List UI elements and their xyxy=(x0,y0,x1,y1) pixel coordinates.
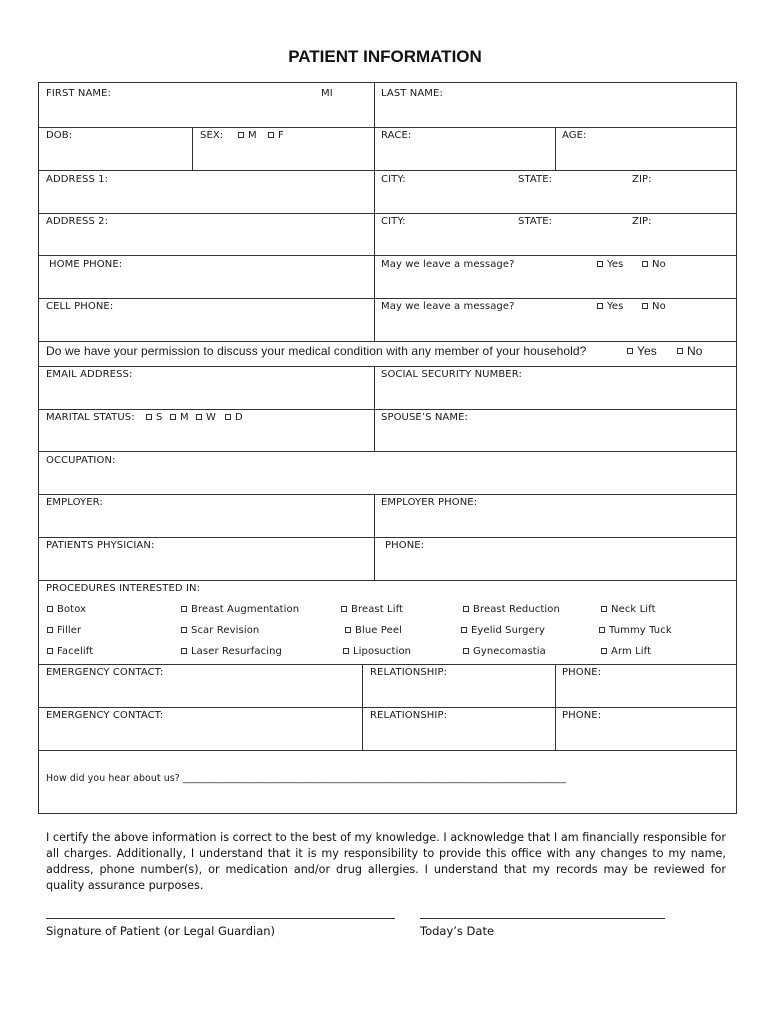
yes-label: Yes xyxy=(637,344,657,358)
address2-field[interactable]: ADDRESS 2: xyxy=(46,216,109,227)
physician-phone-field[interactable]: PHONE: xyxy=(385,540,425,551)
procedure-label: Laser Resurfacing xyxy=(191,646,282,657)
cell-message-label: May we leave a message? xyxy=(381,301,515,312)
sex-f-checkbox[interactable] xyxy=(268,130,284,141)
checkbox-icon xyxy=(341,606,347,612)
emergency-phone-2-field[interactable]: PHONE: xyxy=(562,710,602,721)
procedure-checkbox[interactable] xyxy=(47,625,81,636)
middle-initial-field[interactable]: MI xyxy=(321,88,333,99)
city2-field[interactable]: CITY: xyxy=(381,216,406,227)
row-divider xyxy=(39,580,736,581)
checkbox-icon xyxy=(196,414,202,420)
procedure-checkbox[interactable] xyxy=(181,604,299,615)
certification-text: I certify the above information is correct to the best of my knowledge. I acknowledge that I am financially responsible for all charges. Additionally, I understand that it is my responsibility to provide this office with any changes to my name, address, phone number(s), or medication and/or drug allergies. I understand that my records may be reviewed for quality assurance purposes. xyxy=(46,831,726,892)
relationship-1-field[interactable]: RELATIONSHIP: xyxy=(370,667,448,678)
checkbox-icon xyxy=(47,606,53,612)
permission-no-checkbox[interactable] xyxy=(677,344,703,358)
checkbox-icon xyxy=(47,648,53,654)
marital-d-checkbox[interactable] xyxy=(225,412,243,423)
checkbox-icon xyxy=(225,414,231,420)
relationship-2-field[interactable]: RELATIONSHIP: xyxy=(370,710,448,721)
procedure-checkbox[interactable] xyxy=(601,646,651,657)
signature-line[interactable] xyxy=(46,918,395,919)
dob-field[interactable]: DOB: xyxy=(46,130,73,141)
checkbox-icon xyxy=(463,648,469,654)
checkbox-icon xyxy=(181,627,187,633)
emergency-contact-2-field[interactable]: EMERGENCY CONTACT: xyxy=(46,710,164,721)
procedure-checkbox[interactable] xyxy=(343,646,411,657)
row-divider xyxy=(39,255,736,256)
yes-label: Yes xyxy=(607,301,624,312)
address1-field[interactable]: ADDRESS 1: xyxy=(46,174,109,185)
marital-status-label: MARITAL STATUS: xyxy=(46,412,135,423)
zip1-field[interactable]: ZIP: xyxy=(632,174,652,185)
employer-phone-field[interactable]: EMPLOYER PHONE: xyxy=(381,497,478,508)
procedure-label: Breast Lift xyxy=(351,604,404,615)
sex-m-checkbox[interactable] xyxy=(238,130,257,141)
checkbox-icon xyxy=(642,303,648,309)
row-divider xyxy=(39,537,736,538)
row-divider xyxy=(39,707,736,708)
checkbox-icon xyxy=(627,348,633,354)
date-line[interactable] xyxy=(420,918,665,919)
checkbox-icon xyxy=(642,261,648,267)
no-label: No xyxy=(652,259,666,270)
row-divider xyxy=(39,213,736,214)
physician-field[interactable]: PATIENTS PHYSICIAN: xyxy=(46,540,155,551)
procedure-label: Eyelid Surgery xyxy=(471,625,546,636)
marital-m-checkbox[interactable] xyxy=(170,412,189,423)
procedure-checkbox[interactable] xyxy=(461,625,545,636)
column-divider xyxy=(555,664,556,750)
permission-yes-checkbox[interactable] xyxy=(627,344,657,358)
row-divider xyxy=(39,451,736,452)
ssn-field[interactable]: SOCIAL SECURITY NUMBER: xyxy=(381,369,522,380)
first-name-field[interactable]: FIRST NAME: xyxy=(46,88,112,99)
permission-question: Do we have your permission to discuss your medical condition with any member of your household? xyxy=(46,344,587,358)
employer-field[interactable]: EMPLOYER: xyxy=(46,497,103,508)
checkbox-icon xyxy=(601,648,607,654)
checkbox-icon xyxy=(597,261,603,267)
marital-m-label: M xyxy=(180,412,189,423)
marital-s-label: S xyxy=(156,412,163,423)
procedure-label: Arm Lift xyxy=(611,646,652,657)
checkbox-icon xyxy=(181,648,187,654)
marital-s-checkbox[interactable] xyxy=(146,412,162,423)
procedure-label: Botox xyxy=(57,604,87,615)
age-field[interactable]: AGE: xyxy=(562,130,587,141)
occupation-field[interactable]: OCCUPATION: xyxy=(46,455,116,466)
cell-message-no-checkbox[interactable] xyxy=(642,301,666,312)
procedure-label: Neck Lift xyxy=(611,604,656,615)
checkbox-icon xyxy=(345,627,351,633)
row-divider xyxy=(39,494,736,495)
cell-phone-field[interactable]: CELL PHONE: xyxy=(46,301,114,312)
procedure-label: Filler xyxy=(57,625,82,636)
procedure-label: Liposuction xyxy=(353,646,412,657)
procedure-checkbox[interactable] xyxy=(599,625,672,636)
procedure-label: Scar Revision xyxy=(191,625,260,636)
spouse-name-field[interactable]: SPOUSE’S NAME: xyxy=(381,412,468,423)
sex-m-label: M xyxy=(248,130,257,141)
row-divider xyxy=(39,409,736,410)
procedure-checkbox[interactable] xyxy=(463,604,560,615)
checkbox-icon xyxy=(597,303,603,309)
row-divider xyxy=(39,750,736,751)
marital-w-checkbox[interactable] xyxy=(196,412,216,423)
procedure-checkbox[interactable] xyxy=(47,604,86,615)
checkbox-icon xyxy=(146,414,152,420)
home-phone-field[interactable]: HOME PHONE: xyxy=(49,259,123,270)
column-divider xyxy=(555,127,556,170)
sex-f-label: F xyxy=(278,130,284,141)
cell-message-yes-checkbox[interactable] xyxy=(597,301,623,312)
checkbox-icon xyxy=(238,132,244,138)
zip2-field[interactable]: ZIP: xyxy=(632,216,652,227)
procedure-checkbox[interactable] xyxy=(601,604,656,615)
city1-field[interactable]: CITY: xyxy=(381,174,406,185)
column-divider xyxy=(192,127,193,170)
state2-field[interactable]: STATE: xyxy=(518,216,553,227)
emergency-contact-1-field[interactable]: EMERGENCY CONTACT: xyxy=(46,667,164,678)
procedure-label: Breast Reduction xyxy=(473,604,560,615)
checkbox-icon xyxy=(461,627,467,633)
checkbox-icon xyxy=(343,648,349,654)
marital-w-label: W xyxy=(206,412,216,423)
procedure-checkbox[interactable] xyxy=(341,604,403,615)
procedures-label: PROCEDURES INTERESTED IN: xyxy=(46,583,201,594)
checkbox-icon xyxy=(47,627,53,633)
home-message-label: May we leave a message? xyxy=(381,259,515,270)
state1-field[interactable]: STATE: xyxy=(518,174,553,185)
emergency-phone-1-field[interactable]: PHONE: xyxy=(562,667,602,678)
checkbox-icon xyxy=(170,414,176,420)
last-name-field[interactable]: LAST NAME: xyxy=(381,88,443,99)
email-field[interactable]: EMAIL ADDRESS: xyxy=(46,369,133,380)
row-divider xyxy=(39,341,736,342)
procedure-label: Facelift xyxy=(57,646,94,657)
procedure-checkbox[interactable] xyxy=(463,646,546,657)
row-divider xyxy=(39,127,736,128)
no-label: No xyxy=(687,344,703,358)
procedure-checkbox[interactable] xyxy=(181,625,259,636)
column-divider xyxy=(374,83,375,341)
procedure-checkbox[interactable] xyxy=(181,646,282,657)
referral-source-field[interactable]: How did you hear about us? ________________________________________________________________________________ xyxy=(46,773,566,784)
procedure-checkbox[interactable] xyxy=(47,646,93,657)
signature-label: Signature of Patient (or Legal Guardian) xyxy=(46,924,276,938)
sex-label: SEX: xyxy=(200,130,224,141)
column-divider xyxy=(362,664,363,750)
row-divider xyxy=(39,298,736,299)
home-message-no-checkbox[interactable] xyxy=(642,259,666,270)
column-divider xyxy=(374,366,375,451)
checkbox-icon xyxy=(677,348,683,354)
procedure-checkbox[interactable] xyxy=(345,625,402,636)
procedure-label: Gynecomastia xyxy=(473,646,546,657)
home-message-yes-checkbox[interactable] xyxy=(597,259,623,270)
procedure-label: Breast Augmentation xyxy=(191,604,300,615)
marital-d-label: D xyxy=(235,412,243,423)
row-divider xyxy=(39,366,736,367)
yes-label: Yes xyxy=(607,259,624,270)
procedure-label: Blue Peel xyxy=(355,625,402,636)
date-label: Today’s Date xyxy=(420,924,495,938)
patient-form xyxy=(38,82,737,814)
race-field[interactable]: RACE: xyxy=(381,130,412,141)
checkbox-icon xyxy=(601,606,607,612)
row-divider xyxy=(39,664,736,665)
checkbox-icon xyxy=(599,627,605,633)
column-divider xyxy=(374,494,375,580)
page-title: PATIENT INFORMATION xyxy=(288,47,482,66)
checkbox-icon xyxy=(463,606,469,612)
checkbox-icon xyxy=(181,606,187,612)
row-divider xyxy=(39,170,736,171)
checkbox-icon xyxy=(268,132,274,138)
no-label: No xyxy=(652,301,666,312)
procedure-label: Tummy Tuck xyxy=(609,625,672,636)
